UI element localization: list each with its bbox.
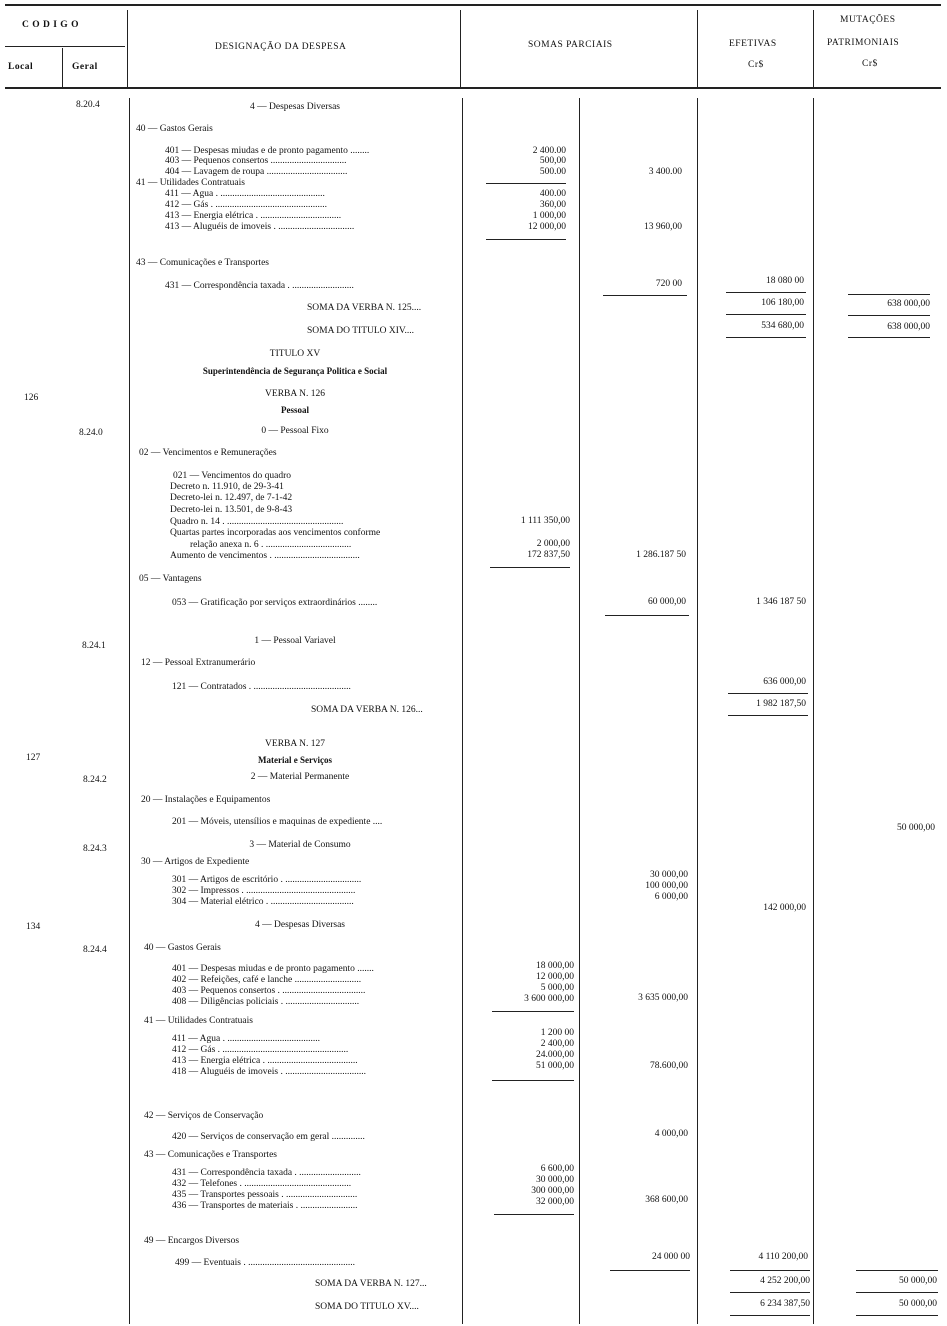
local-code: 126 bbox=[24, 393, 39, 403]
item-line: Quartas partes incorporadas aos vencimentos conforme bbox=[170, 528, 381, 538]
partial-value: 6 600,00 bbox=[540, 1164, 574, 1174]
header-patrimoniais: PATRIMONIAIS bbox=[827, 38, 900, 48]
geral-code: 8.24.2 bbox=[83, 775, 107, 785]
header-mutacoes-unit: Cr$ bbox=[862, 59, 878, 69]
section-heading: 3 — Material de Consumo bbox=[249, 840, 351, 850]
item-line: relação anexa n. 6 . .................................... bbox=[190, 540, 352, 550]
item-line: 403 — Pequenos consertos . ................................... bbox=[172, 986, 366, 996]
item-line: 403 — Pequenos consertos ................................ bbox=[165, 156, 347, 166]
group-heading: 20 — Instalações e Equipamentos bbox=[141, 795, 271, 805]
patrimonial-total: 638 000,00 bbox=[887, 322, 930, 332]
sum-rule bbox=[494, 1214, 574, 1215]
item-line: 413 — Aluguéis de imoveis . ................................ bbox=[165, 222, 355, 232]
subtotal-value: 13 960,00 bbox=[644, 222, 682, 232]
item-line: Quadro n. 14 . ................................................. bbox=[170, 517, 344, 527]
sum-rule bbox=[726, 314, 806, 315]
col-divider-geral-designacao bbox=[127, 10, 128, 88]
patrimonial-value: 50 000,00 bbox=[897, 823, 935, 833]
subtotal-value: 3 635 000,00 bbox=[638, 993, 688, 1003]
sum-rule bbox=[486, 239, 566, 240]
partial-value: 1 111 350,00 bbox=[520, 516, 570, 526]
effective-value: 4 110 200,00 bbox=[758, 1252, 808, 1262]
geral-code: 8.24.4 bbox=[83, 945, 107, 955]
item-line: 404 — Lavagem de roupa .................................. bbox=[165, 167, 348, 177]
subtotal-value: 1 286.187 50 bbox=[636, 550, 686, 560]
group-heading: 12 — Pessoal Extranumerário bbox=[141, 658, 256, 668]
effective-value: 1 346 187 50 bbox=[756, 597, 806, 607]
item-line: 304 — Material elétrico . ................................... bbox=[172, 897, 354, 907]
group-heading: 30 — Artigos de Expediente bbox=[141, 857, 250, 867]
body-divider-parciais bbox=[579, 98, 580, 1324]
section-heading: 2 — Material Permanente bbox=[250, 772, 350, 782]
partial-value: 360,00 bbox=[539, 200, 566, 210]
group-heading: 40 — Gastos Gerais bbox=[144, 943, 221, 953]
group-heading: 05 — Vantagens bbox=[139, 574, 202, 584]
sum-rule bbox=[728, 715, 808, 716]
body-divider-geral bbox=[129, 98, 130, 1324]
sum-rule bbox=[856, 1292, 938, 1293]
item-line: 408 — Diligências policiais . ............................... bbox=[172, 997, 360, 1007]
group-heading: 43 — Comunicações e Transportes bbox=[144, 1150, 277, 1160]
body-divider-designacao bbox=[462, 98, 463, 1324]
sum-rule bbox=[856, 1315, 938, 1316]
group-heading: 42 — Serviços de Conservação bbox=[144, 1111, 264, 1121]
header-efetivas: EFETIVAS bbox=[729, 39, 777, 49]
item-line: 413 — Energia elétrica . .................................. bbox=[165, 211, 342, 221]
item-line: 402 — Refeições, café e lanche ............................ bbox=[172, 975, 362, 985]
subtotal-value: 24 000 00 bbox=[652, 1252, 690, 1262]
partial-value: 18 000,00 bbox=[536, 961, 574, 971]
sum-rule bbox=[726, 337, 806, 338]
group-heading: 40 — Gastos Gerais bbox=[136, 124, 213, 134]
subtotal-value: 368 600,00 bbox=[645, 1195, 688, 1205]
sum-rule bbox=[728, 693, 808, 694]
header-bottom-rule bbox=[5, 87, 941, 89]
subtotal-value: 4 000,00 bbox=[654, 1129, 688, 1139]
section-heading: 0 — Pessoal Fixo bbox=[261, 426, 329, 436]
partial-value: 1 200 00 bbox=[540, 1028, 574, 1038]
sum-rule bbox=[726, 292, 806, 293]
header-designacao: DESIGNAÇÃO DA DESPESA bbox=[215, 42, 347, 52]
item-line: 401 — Despesas miudas e de pronto pagamento ....... bbox=[172, 964, 374, 974]
partial-value: 5 000,00 bbox=[540, 983, 574, 993]
sum-rule bbox=[730, 1270, 810, 1271]
group-heading: 02 — Vencimentos e Remunerações bbox=[139, 448, 277, 458]
sum-rule bbox=[730, 1315, 810, 1316]
sum-rule bbox=[490, 567, 570, 568]
item-line: 401 — Despesas miudas e de pronto pagamento ........ bbox=[165, 146, 370, 156]
effective-total: 4 252 200,00 bbox=[760, 1276, 810, 1286]
item-line: Decreto-lei n. 12.497, de 7-1-42 bbox=[170, 493, 293, 503]
total-label: SOMA DA VERBA N. 127... bbox=[315, 1279, 427, 1289]
item-line: Aumento de vencimentos . .................................... bbox=[170, 551, 360, 561]
col-divider-efetivas-mutacoes bbox=[813, 10, 814, 88]
partial-value: 2 400,00 bbox=[540, 1039, 574, 1049]
item-line: 435 — Transportes pessoais . .............................. bbox=[172, 1190, 358, 1200]
item-line: 431 — Correspondência taxada . .......................... bbox=[165, 281, 354, 291]
sum-rule bbox=[492, 1011, 574, 1012]
local-code: 127 bbox=[26, 753, 41, 763]
partial-value: 400.00 bbox=[539, 189, 566, 199]
section-heading: 4 — Despesas Diversas bbox=[255, 920, 345, 930]
header-geral: Geral bbox=[72, 62, 98, 72]
item-line: 413 — Energia elétrica . ...................................... bbox=[172, 1056, 358, 1066]
top-rule bbox=[5, 4, 941, 6]
partial-value: 172 837,50 bbox=[527, 550, 570, 560]
local-code: 134 bbox=[26, 922, 41, 932]
partial-value: 51 000,00 bbox=[536, 1061, 574, 1071]
partial-value: 2 000,00 bbox=[536, 539, 570, 549]
total-label: SOMA DO TITULO XIV.... bbox=[307, 326, 415, 336]
item-line: 301 — Artigos de escritório . ................................ bbox=[172, 875, 362, 885]
sum-rule bbox=[603, 295, 687, 296]
item-line: 053 — Gratificação por serviços extraordinários ........ bbox=[172, 598, 378, 608]
header-local: Local bbox=[8, 62, 34, 72]
item-line: 411 — Agua . ....................................... bbox=[172, 1034, 320, 1044]
partial-value: 12 000,00 bbox=[536, 972, 574, 982]
partial-value: 32 000,00 bbox=[536, 1197, 574, 1207]
partial-value: 500,00 bbox=[539, 156, 566, 166]
group-heading: 41 — Utilidades Contratuais bbox=[144, 1016, 253, 1026]
subtotal-value: 720 00 bbox=[655, 279, 682, 289]
patrimonial-total: 50 000,00 bbox=[899, 1299, 937, 1309]
patrimonial-total: 638 000,00 bbox=[887, 299, 930, 309]
sum-rule bbox=[848, 294, 930, 295]
partial-value: 3 600 000,00 bbox=[524, 994, 574, 1004]
geral-code: 8.24.0 bbox=[79, 428, 103, 438]
sum-rule bbox=[492, 1080, 574, 1081]
header-efetivas-unit: Cr$ bbox=[748, 60, 764, 70]
item-line: 021 — Vencimentos do quadro bbox=[173, 471, 292, 481]
item-line: 201 — Móveis, utensílios e maquinas de expediente .... bbox=[172, 817, 383, 827]
sum-rule bbox=[486, 183, 566, 184]
subtotal-value: 100 000,00 bbox=[645, 881, 688, 891]
item-line: 302 — Impressos . .............................................. bbox=[172, 886, 356, 896]
effective-total: 106 180,00 bbox=[761, 298, 804, 308]
item-line: 436 — Transportes de materiais . ........................ bbox=[172, 1201, 358, 1211]
partial-value: 300 000,00 bbox=[531, 1186, 574, 1196]
group-heading: 49 — Encargos Diversos bbox=[144, 1236, 240, 1246]
item-line: 431 — Correspondência taxada . .......................... bbox=[172, 1168, 361, 1178]
verba-subheading: Pessoal bbox=[281, 405, 309, 415]
subtotal-value: 78.600,00 bbox=[650, 1061, 688, 1071]
title-heading: TITULO XV bbox=[269, 349, 321, 359]
item-line: 412 — Gás . ..................................................... bbox=[172, 1045, 349, 1055]
geral-code: 8.20.4 bbox=[76, 100, 100, 110]
section-heading: 1 — Pessoal Variavel bbox=[254, 636, 336, 646]
body-divider-somas bbox=[697, 98, 698, 1324]
item-line: Decreto-lei n. 13.501, de 9-8-43 bbox=[170, 505, 293, 515]
group-heading: 41 — Utilidades Contratuais bbox=[136, 178, 245, 188]
item-line: Decreto n. 11.910, de 29-3-41 bbox=[170, 482, 284, 492]
effective-total: 6 234 387,50 bbox=[760, 1299, 810, 1309]
section-heading: 4 — Despesas Diversas bbox=[250, 102, 340, 112]
total-label: SOMA DA VERBA N. 125.... bbox=[307, 303, 422, 313]
effective-value: 636 000,00 bbox=[763, 677, 806, 687]
group-heading: 43 — Comunicações e Transportes bbox=[136, 258, 269, 268]
item-line: 499 — Eventuais . ............................................. bbox=[175, 1258, 355, 1268]
effective-value: 18 080 00 bbox=[766, 276, 804, 286]
partial-value: 24.000,00 bbox=[536, 1050, 574, 1060]
partial-value: 500.00 bbox=[539, 167, 566, 177]
codigo-divider bbox=[5, 46, 125, 47]
geral-code: 8.24.3 bbox=[83, 844, 107, 854]
effective-total: 1 982 187,50 bbox=[756, 699, 806, 709]
item-line: 121 — Contratados . ......................................... bbox=[172, 682, 351, 692]
title-subheading: Superintendência de Segurança Politica e Social bbox=[202, 366, 388, 376]
verba-heading: VERBA N. 126 bbox=[265, 389, 325, 399]
sum-rule bbox=[610, 1270, 690, 1271]
subtotal-value: 60 000,00 bbox=[648, 597, 686, 607]
verba-heading: VERBA N. 127 bbox=[265, 739, 325, 749]
effective-total: 534 680,00 bbox=[761, 321, 804, 331]
col-divider-local-geral bbox=[62, 48, 63, 88]
effective-value: 142 000,00 bbox=[763, 903, 806, 913]
header-codigo: C O D I G O bbox=[22, 20, 79, 30]
sum-rule bbox=[848, 315, 930, 316]
patrimonial-total: 50 000,00 bbox=[899, 1276, 937, 1286]
sum-rule bbox=[856, 1270, 938, 1271]
item-line: 411 — Agua . ............................................ bbox=[165, 189, 325, 199]
subtotal-value: 30 000,00 bbox=[650, 870, 688, 880]
total-label: SOMA DA VERBA N. 126... bbox=[311, 705, 423, 715]
partial-value: 12 000,00 bbox=[528, 222, 566, 232]
partial-value: 30 000,00 bbox=[536, 1175, 574, 1185]
subtotal-value: 6 000,00 bbox=[654, 892, 688, 902]
sum-rule bbox=[730, 1292, 810, 1293]
header-mutacoes: MUTAÇÕES bbox=[840, 15, 896, 25]
geral-code: 8.24.1 bbox=[82, 641, 106, 651]
item-line: 432 — Telefones . ............................................. bbox=[172, 1179, 352, 1189]
item-line: 420 — Serviços de conservação em geral .............. bbox=[172, 1132, 365, 1142]
body-divider-efetivas bbox=[813, 98, 814, 1324]
header-somas-parciais: SOMAS PARCIAIS bbox=[528, 40, 613, 50]
sum-rule bbox=[605, 615, 689, 616]
partial-value: 2 400.00 bbox=[532, 146, 566, 156]
col-divider-somas-efetivas bbox=[697, 10, 698, 88]
partial-value: 1 000,00 bbox=[532, 211, 566, 221]
item-line: 418 — Aluguéis de imoveis . .................................. bbox=[172, 1067, 366, 1077]
item-line: 412 — Gás . ............................................... bbox=[165, 200, 328, 210]
verba-subheading: Material e Serviços bbox=[258, 755, 332, 765]
col-divider-designacao-somas bbox=[460, 10, 461, 88]
total-label: SOMA DO TITULO XV.... bbox=[315, 1302, 419, 1312]
sum-rule bbox=[848, 337, 930, 338]
subtotal-value: 3 400.00 bbox=[648, 167, 682, 177]
